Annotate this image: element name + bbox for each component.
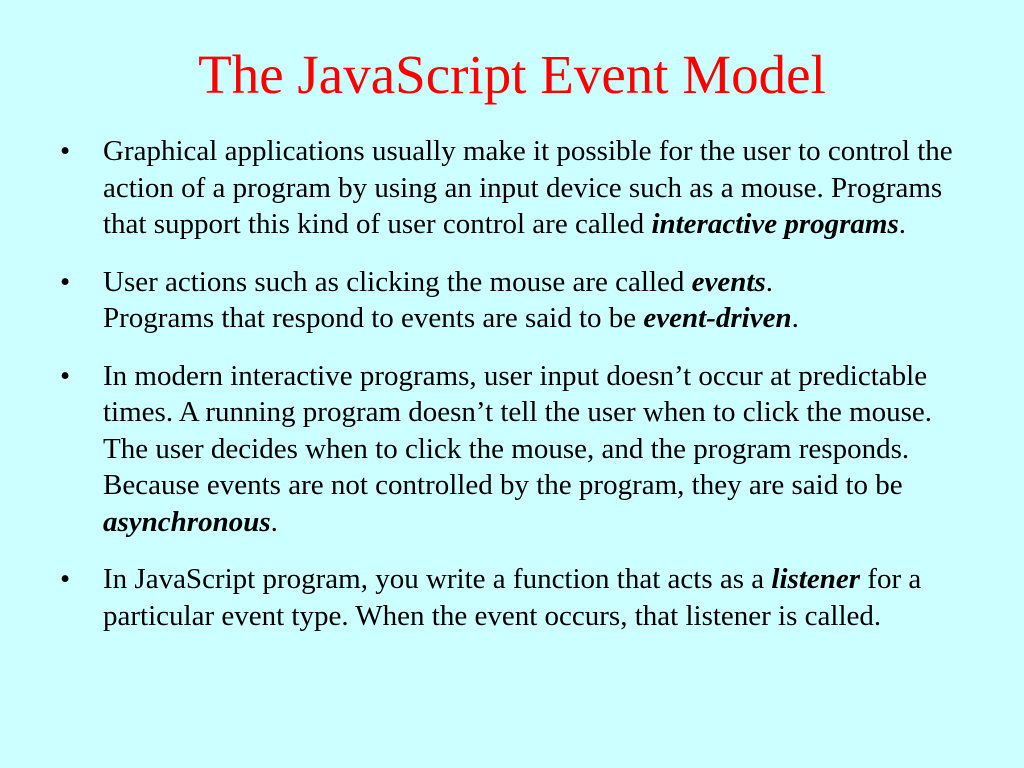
bullet-icon: • — [60, 563, 71, 595]
bullet-list — [0, 133, 1024, 634]
bullet-text-end: . — [898, 208, 906, 240]
bullet-interactive-programs — [0, 133, 1024, 243]
bullet-text-end: . — [765, 265, 773, 298]
bullet-icon: • — [60, 135, 71, 167]
bullet-events — [0, 264, 1024, 337]
term-event-driven: event-driven — [643, 302, 792, 334]
term-interactive-programs: interactive programs — [651, 208, 899, 240]
bullet-text-end: . — [791, 302, 799, 334]
bullet-text-end: . — [270, 505, 278, 538]
bullet-text-end: for a particular event type. When the event occurs, that listener is called. — [103, 563, 922, 632]
bullet-icon: • — [60, 265, 71, 298]
slide-title: The JavaScript Event Model — [198, 44, 826, 105]
bullet-listener — [0, 561, 1024, 634]
term-events: events — [691, 265, 766, 298]
bullet-text: Programs that respond to events are said to be — [103, 302, 644, 334]
term-asynchronous: asynchronous — [103, 505, 271, 538]
bullet-text: In JavaScript program, you write a function that acts as a — [103, 563, 772, 595]
bullet-text: User actions such as clicking the mouse are called — [103, 265, 692, 298]
bullet-asynchronous — [0, 358, 1024, 541]
term-listener: listener — [771, 563, 861, 595]
bullet-text: In modern interactive programs, user input doesn’t occur at predictable times. A running program doesn’t tell the user when to click the mouse. The user decides when to click the mouse, and the program responds. Because events are not controlled by the program, they are said to be — [103, 359, 933, 501]
bullet-text: Graphical applications usually make it possible for the user to control the action of a program by using an input device such as a mouse. Programs that support this kind of user control are called — [103, 135, 953, 240]
bullet-icon: • — [60, 359, 71, 392]
